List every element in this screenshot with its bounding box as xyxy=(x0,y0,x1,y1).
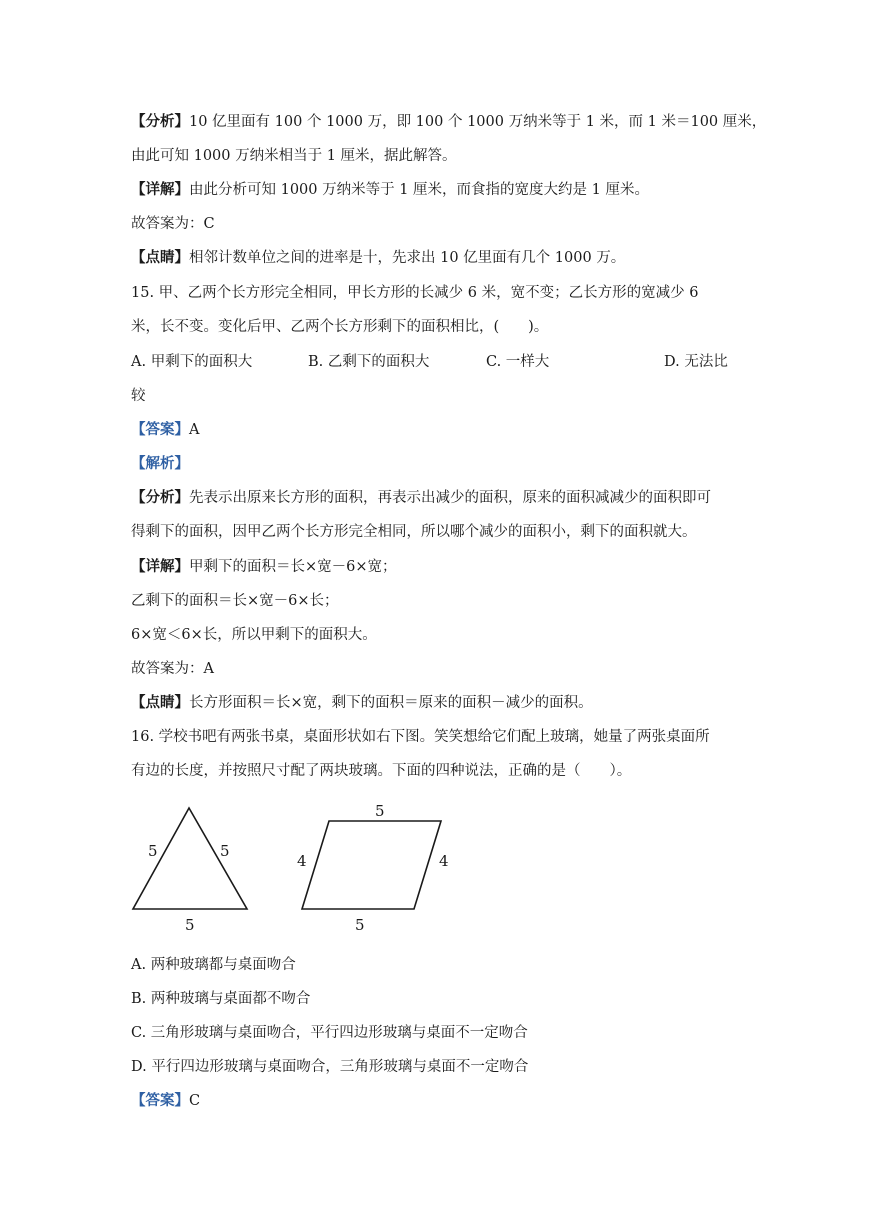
q15-option-c: C. 一样大 xyxy=(486,354,550,370)
q16-option-b: B. 两种玻璃与桌面都不吻合 xyxy=(131,991,311,1007)
q15-detail xyxy=(131,557,397,577)
parallelogram-bottom-label: 5 xyxy=(355,916,365,934)
q16-figure xyxy=(0,798,869,938)
q15-detail-tag: 【详解】 xyxy=(131,558,189,575)
q15-jiexi-tag: 【解析】 xyxy=(131,455,189,472)
detail-text: 由此分析可知 1000 万纳米等于 1 厘米，而食指的宽度大约是 1 厘米。 xyxy=(189,182,650,198)
q15-jiexi xyxy=(131,454,189,474)
q15-option-d: D. 无法比 xyxy=(664,354,728,370)
triangle-bottom-label: 5 xyxy=(185,916,195,934)
parallelogram-right-label: 4 xyxy=(439,852,449,870)
q16-stem-line2: 有边的长度，并按照尺寸配了两块玻璃。下面的四种说法，正确的是（ ）。 xyxy=(131,763,632,779)
q16-answer xyxy=(131,1091,200,1111)
q15-answer-tag: 【答案】 xyxy=(131,421,189,438)
q16-answer-value: C xyxy=(189,1093,201,1109)
parallelogram-shape xyxy=(302,821,441,909)
triangle-left-label: 5 xyxy=(148,842,158,860)
parallelogram-top-label: 5 xyxy=(375,802,385,820)
analysis-paragraph xyxy=(131,112,766,132)
q15-answer-value: A xyxy=(189,422,200,438)
q15-analysis xyxy=(131,488,711,508)
q15-detail-line2: 乙剩下的面积＝长×宽－6×长； xyxy=(131,593,339,609)
q15-stem-line2: 米，长不变。变化后甲、乙两个长方形剩下的面积相比，( )。 xyxy=(131,319,549,335)
detail-paragraph xyxy=(131,180,649,200)
tip-text: 相邻计数单位之间的进率是十，先求出 10 亿里面有几个 1000 万。 xyxy=(189,250,626,266)
q16-option-a: A. 两种玻璃都与桌面吻合 xyxy=(131,957,296,973)
parallelogram-left-label: 4 xyxy=(297,852,307,870)
q15-conclusion: 故答案为：A xyxy=(131,661,214,677)
tip-paragraph xyxy=(131,248,625,268)
q15-option-b: B. 乙剩下的面积大 xyxy=(308,354,430,370)
q15-detail-text: 甲剩下的面积＝长×宽－6×宽； xyxy=(189,559,397,575)
q15-option-d-continuation: 较 xyxy=(131,388,146,404)
q16-option-c: C. 三角形玻璃与桌面吻合，平行四边形玻璃与桌面不一定吻合 xyxy=(131,1025,528,1041)
q15-tip xyxy=(131,693,593,713)
q15-answer xyxy=(131,420,199,440)
detail-tag: 【详解】 xyxy=(131,181,189,198)
triangle-right-label: 5 xyxy=(220,842,230,860)
q16-option-d: D. 平行四边形玻璃与桌面吻合，三角形玻璃与桌面不一定吻合 xyxy=(131,1059,529,1075)
q15-tip-text: 长方形面积＝长×宽，剩下的面积＝原来的面积－减少的面积。 xyxy=(189,695,593,711)
q15-option-a: A. 甲剩下的面积大 xyxy=(131,354,253,370)
q15-analysis-continuation: 得剩下的面积，因甲乙两个长方形完全相同，所以哪个减少的面积小，剩下的面积就大。 xyxy=(131,524,697,540)
conclusion-text: 故答案为：C xyxy=(131,216,215,232)
q15-stem-line1: 15. 甲、乙两个长方形完全相同，甲长方形的长减少 6 米，宽不变；乙长方形的宽减少 6 xyxy=(131,285,699,301)
q15-detail-line3: 6×宽＜6×长，所以甲剩下的面积大。 xyxy=(131,627,377,643)
q15-analysis-tag: 【分析】 xyxy=(131,489,189,506)
tip-tag: 【点睛】 xyxy=(131,249,189,266)
analysis-text: 10 亿里面有 100 个 1000 万，即 100 个 1000 万纳米等于 1 米，而 1 米＝100 厘米， xyxy=(189,114,767,130)
q15-analysis-text: 先表示出原来长方形的面积，再表示出减少的面积，原来的面积减减少的面积即可 xyxy=(189,490,711,506)
analysis-continuation: 由此可知 1000 万纳米相当于 1 厘米，据此解答。 xyxy=(131,148,457,164)
q16-answer-tag: 【答案】 xyxy=(131,1092,189,1109)
q15-tip-tag: 【点睛】 xyxy=(131,694,189,711)
q16-stem-line1: 16. 学校书吧有两张书桌，桌面形状如右下图。笑笑想给它们配上玻璃，她量了两张桌面所 xyxy=(131,729,710,745)
analysis-tag: 【分析】 xyxy=(131,113,189,130)
